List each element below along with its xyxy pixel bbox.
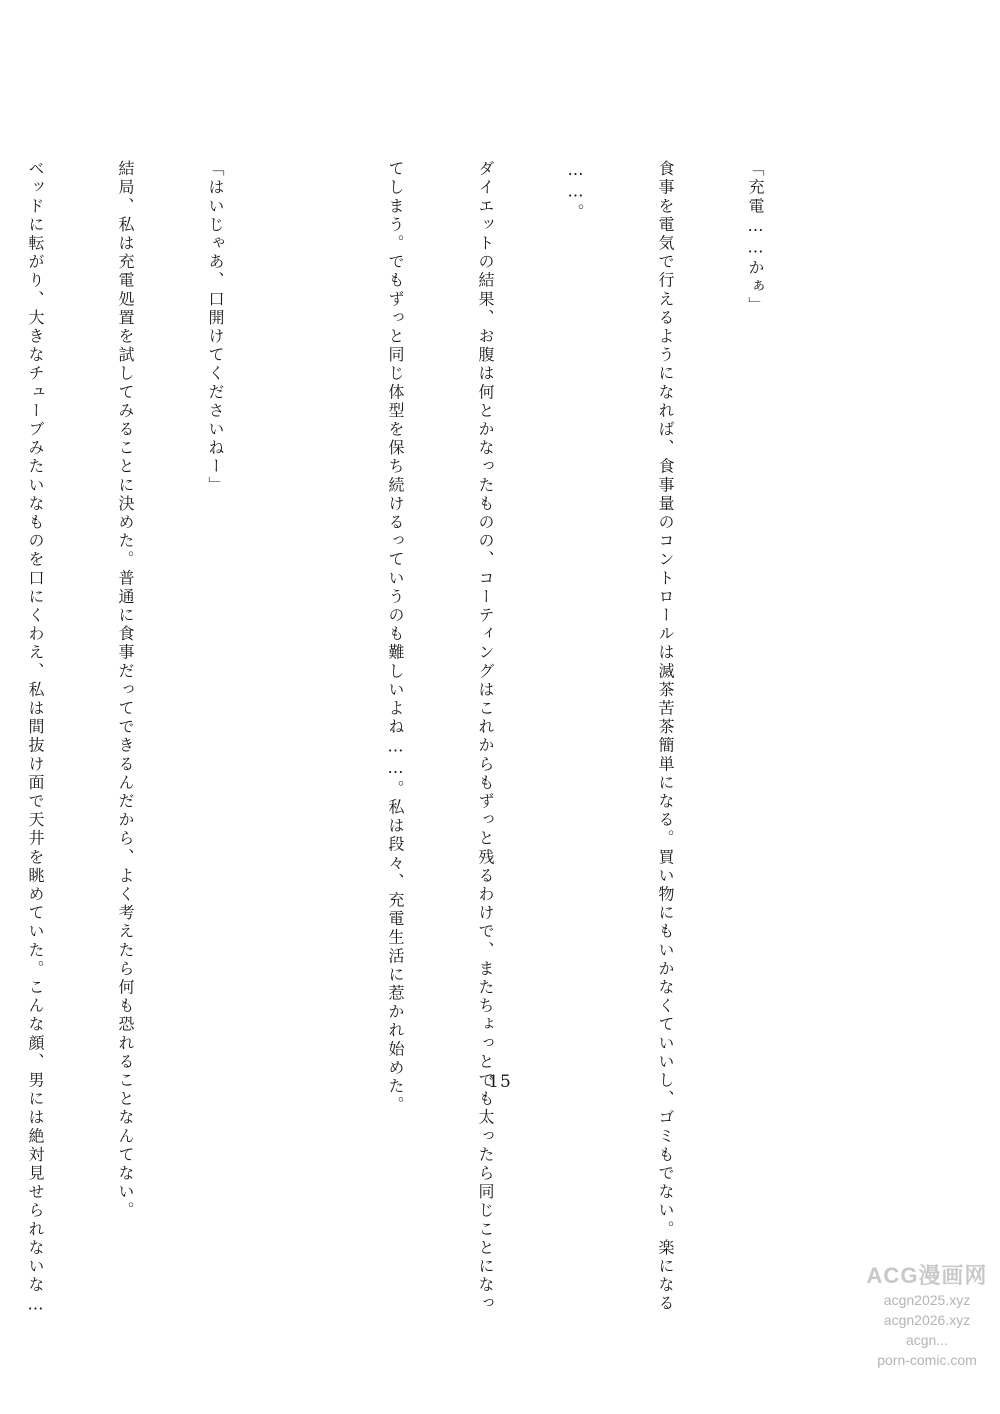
watermark-url: acgn2026.xyz <box>883 1312 971 1328</box>
paragraph-gap <box>290 160 320 700</box>
watermark-url: acgn... <box>905 1332 949 1348</box>
watermark-url: porn-comic.com <box>877 1352 977 1368</box>
text-line: 「充電……かぁ」 <box>746 160 765 315</box>
watermark-url: acgn2025.xyz <box>883 1292 971 1308</box>
text-line: 食事を電気で行えるようになれば、食事量のコントロールは滅茶苦茶簡単になる。買い物にもいかなくていいし、ゴミもでない。楽になる <box>656 160 675 1314</box>
text-line: ダイエットの結果、お腹は何とかなったものの、コーティングはこれからもずっと残るわけで、またちょっとでも太ったら同じことになっ <box>476 160 495 1314</box>
text-line: 結局、私は充電処置を試してみることに決めた。普通に食事だってできるんだから、よく考えたら何も恐れることなんてない。 <box>116 160 135 1221</box>
watermark-logo: ACG漫画网 <box>866 1263 988 1288</box>
text-line: ベッドに転がり、大きなチューブみたいなものを口にくわえ、私は間抜け面で天井を眺めていた。こんな顔、男には絶対見せられないな… <box>26 160 45 1317</box>
text-line: ……。 <box>566 160 585 222</box>
page-number: 15 <box>488 1072 512 1092</box>
text-line: 「はいじゃあ、口開けてくださいねー」 <box>206 160 225 495</box>
text-line: てしまう。でもずっと同じ体型を保ち続けるっていうのも難しいよね……。私は段々、充電生活に惹かれ始めた。 <box>386 160 405 1115</box>
site-watermark <box>862 1262 992 1412</box>
